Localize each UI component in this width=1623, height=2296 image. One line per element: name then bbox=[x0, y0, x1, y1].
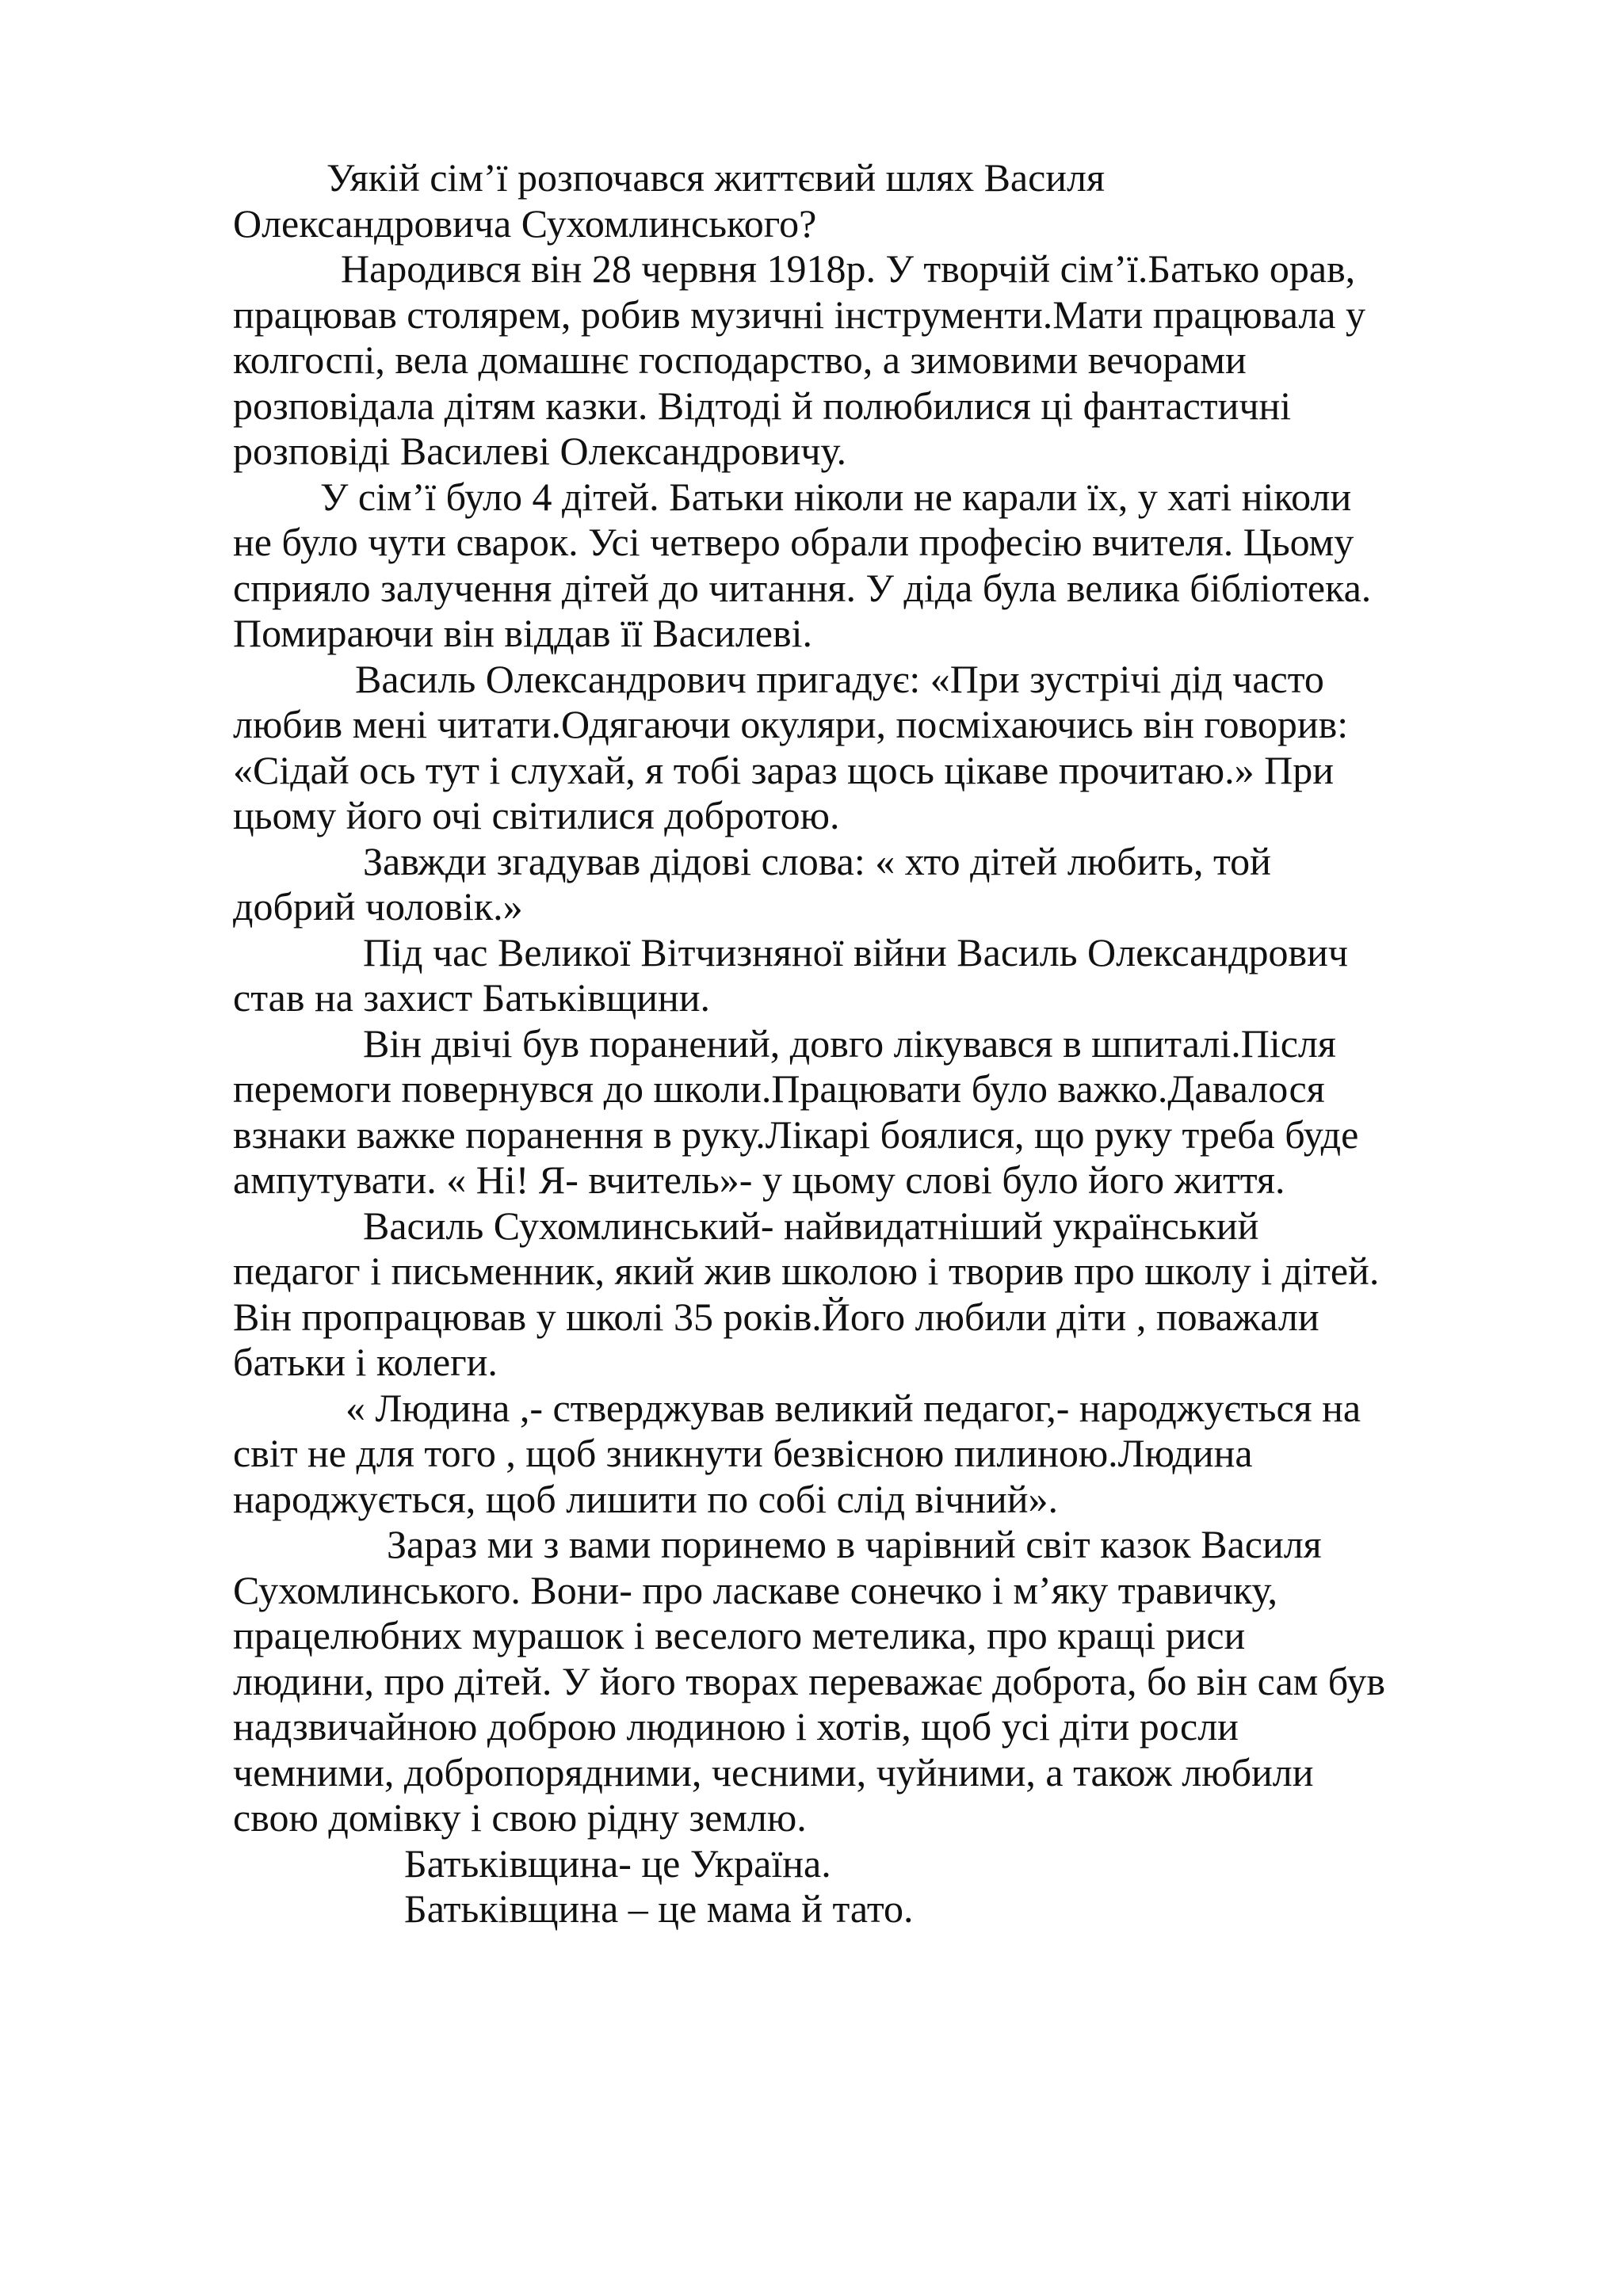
text-line: Завжди згадував дідові слова: « хто дітей любить, той bbox=[363, 838, 1271, 883]
text-line: ампутувати. « Ні! Я- вчитель»- у цьому слові було його життя. bbox=[233, 1158, 1285, 1202]
text-line: Під час Великої Вітчизняної війни Василь Олександрович bbox=[363, 929, 1349, 974]
text-line: Батьківщина- це Україна. bbox=[404, 1840, 831, 1886]
text-line: розповідала дітям казки. Відтоді й полюбилися ці фантастичні bbox=[233, 383, 1292, 428]
text-line: Зараз ми з вами поринемо в чарівний світ казок Василя bbox=[387, 1522, 1322, 1566]
text-line: світ не для того , щоб зникнути безвісною пилиною.Людина bbox=[233, 1431, 1253, 1475]
text-line: Помираючи він віддав її Василеві. bbox=[233, 611, 812, 655]
text-line: « Людина ,- стверджував великий педагог,- народжується на bbox=[346, 1385, 1361, 1430]
text-line: не було чути сварок. Усі четверо обрали професію вчителя. Цьому bbox=[233, 520, 1354, 564]
text-line: надзвичайною доброю людиною і хотів, щоб усі діти росли bbox=[233, 1704, 1239, 1749]
text-line: людини, про дітей. У його творах переважає доброта, бо він сам був bbox=[233, 1658, 1385, 1703]
text-line: любив мені читати.Одягаючи окуляри, посміхаючись він говорив: bbox=[233, 702, 1349, 746]
text-line: Батьківщина – це мама й тато. bbox=[404, 1886, 914, 1931]
text-line: народжується, щоб лишити по собі слід вічний». bbox=[233, 1476, 1058, 1521]
text-line: працював столярем, робив музичні інструменти.Мати працювала у bbox=[233, 292, 1366, 337]
text-line: Василь Олександрович пригадує: «При зустрічі дід часто bbox=[355, 656, 1324, 701]
text-line: Василь Сухомлинський- найвидатніший український bbox=[363, 1203, 1259, 1248]
text-line: сприяло залучення дітей до читання. У діда була велика бібліотека. bbox=[233, 565, 1372, 610]
text-line: Уякій сім’ї розпочався життєвий шлях Василя bbox=[327, 155, 1106, 200]
document-body bbox=[233, 155, 1515, 1932]
text-line: став на захист Батьківщини. bbox=[233, 975, 710, 1020]
text-line: Сухомлинського. Вони- про ласкаве сонечко і м’яку травичку, bbox=[233, 1567, 1278, 1612]
text-line: У сім’ї було 4 дітей. Батьки ніколи не карали їх, у хаті ніколи bbox=[320, 474, 1352, 519]
text-line: педагог і письменник, який жив школою і творив про школу і дітей. bbox=[233, 1249, 1380, 1293]
text-line: перемоги повернувся до школи.Працювати було важко.Давалося bbox=[233, 1066, 1325, 1111]
text-line: взнаки важке поранення в руку.Лікарі боялися, що руку треба буде bbox=[233, 1112, 1359, 1157]
text-line: свою домівку і свою рідну землю. bbox=[233, 1795, 807, 1840]
text-line: цьому його очі світилися добротою. bbox=[233, 793, 840, 837]
text-line: Олександровича Сухомлинського? bbox=[233, 200, 817, 246]
text-line: працелюбних мурашок і веселого метелика, про кращі риси bbox=[233, 1613, 1246, 1657]
text-line: розповіді Василеві Олександровичу. bbox=[233, 429, 846, 473]
text-line: Він пропрацював у школі 35 років.Його любили діти , поважали bbox=[233, 1294, 1319, 1339]
text-line: добрий чоловік.» bbox=[233, 884, 523, 929]
text-line: Народився він 28 червня 1918р. У творчій сім’ї.Батько орав, bbox=[341, 246, 1356, 291]
text-line: батьки і колеги. bbox=[233, 1340, 498, 1384]
text-line: чемними, добропорядними, чесними, чуйними, а також любили bbox=[233, 1749, 1314, 1794]
text-line: Він двічі був поранений, довго лікувався в шпиталі.Після bbox=[363, 1020, 1336, 1066]
text-line: «Сідай ось тут і слухай, я тобі зараз щось цікаве прочитаю.» При bbox=[233, 747, 1335, 792]
text-line: колгоспі, вела домашнє господарство, а зимовими вечорами bbox=[233, 338, 1247, 382]
